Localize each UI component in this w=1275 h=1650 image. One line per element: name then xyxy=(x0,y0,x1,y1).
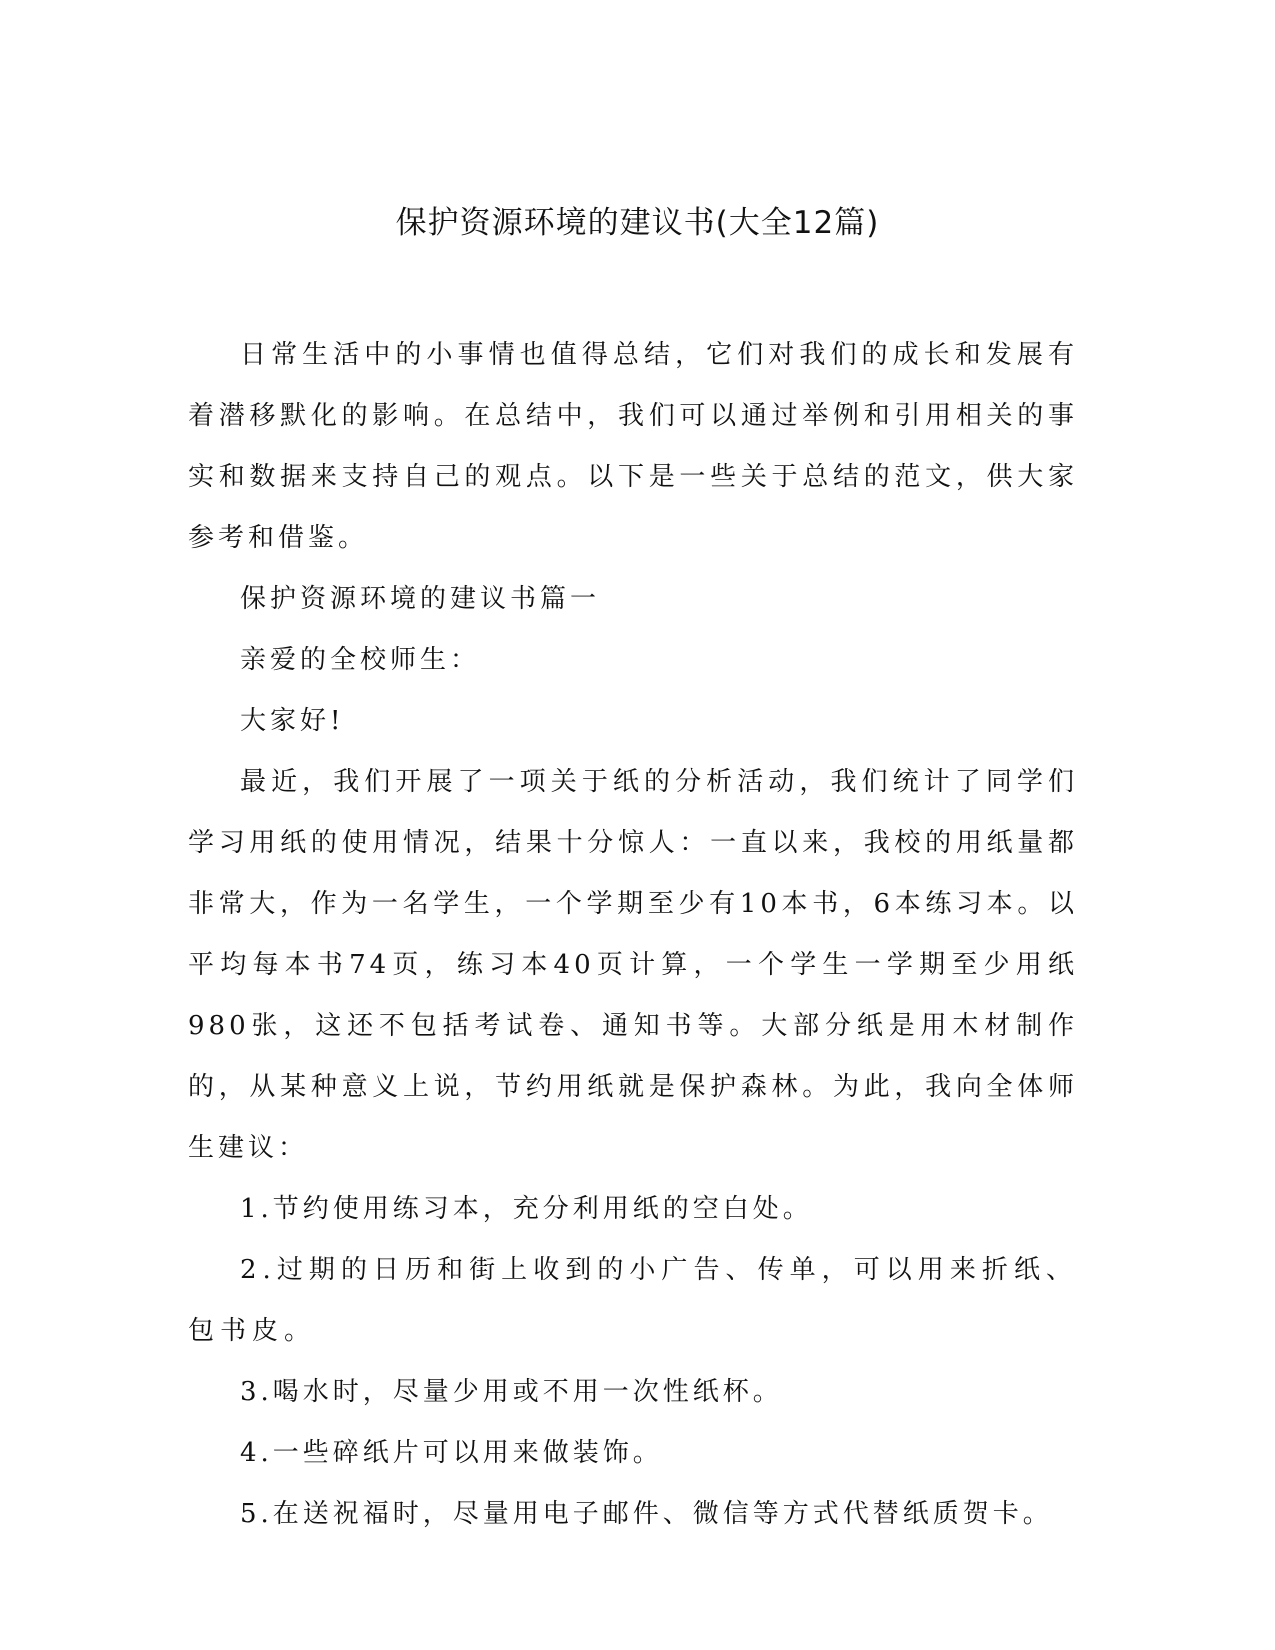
greeting: 大家好! xyxy=(240,706,345,736)
suggestion-5: 5.在送祝福时，尽量用电子邮件、微信等方式代替纸质贺卡。 xyxy=(240,1499,1053,1529)
suggestion-2: 2.过期的日历和街上收到的小广告、传单，可以用来折纸、包书皮。 xyxy=(188,1255,1078,1346)
suggestion-4: 4.一些碎纸片可以用来做装饰。 xyxy=(240,1438,663,1468)
suggestion-3: 3.喝水时，尽量少用或不用一次性纸杯。 xyxy=(240,1377,783,1407)
salutation: 亲爱的全校师生： xyxy=(240,645,481,675)
main-paragraph: 最近，我们开展了一项关于纸的分析活动，我们统计了同学们学习用纸的使用情况，结果十分惊人：一直以来，我校的用纸量都非常大，作为一名学生，一个学期至少有10本书，6本练习本。以平均每本书74页，练习本40页计算，一个学生一学期至少用纸980张，这还不包括考试卷、通知书等。大部分纸是用木材制作的，从某种意义上说，节约用纸就是保护森林。为此，我向全体师生建议： xyxy=(188,767,1078,1163)
document-body xyxy=(188,325,1078,1545)
document-title: 保护资源环境的建议书(大全12篇) xyxy=(395,205,880,241)
suggestion-1: 1.节约使用练习本，充分利用纸的空白处。 xyxy=(240,1194,813,1224)
intro-paragraph: 日常生活中的小事情也值得总结，它们对我们的成长和发展有着潜移默化的影响。在总结中，我们可以通过举例和引用相关的事实和数据来支持自己的观点。以下是一些关于总结的范文，供大家参考和借鉴。 xyxy=(188,340,1078,553)
section-heading: 保护资源环境的建议书篇一 xyxy=(240,584,601,614)
